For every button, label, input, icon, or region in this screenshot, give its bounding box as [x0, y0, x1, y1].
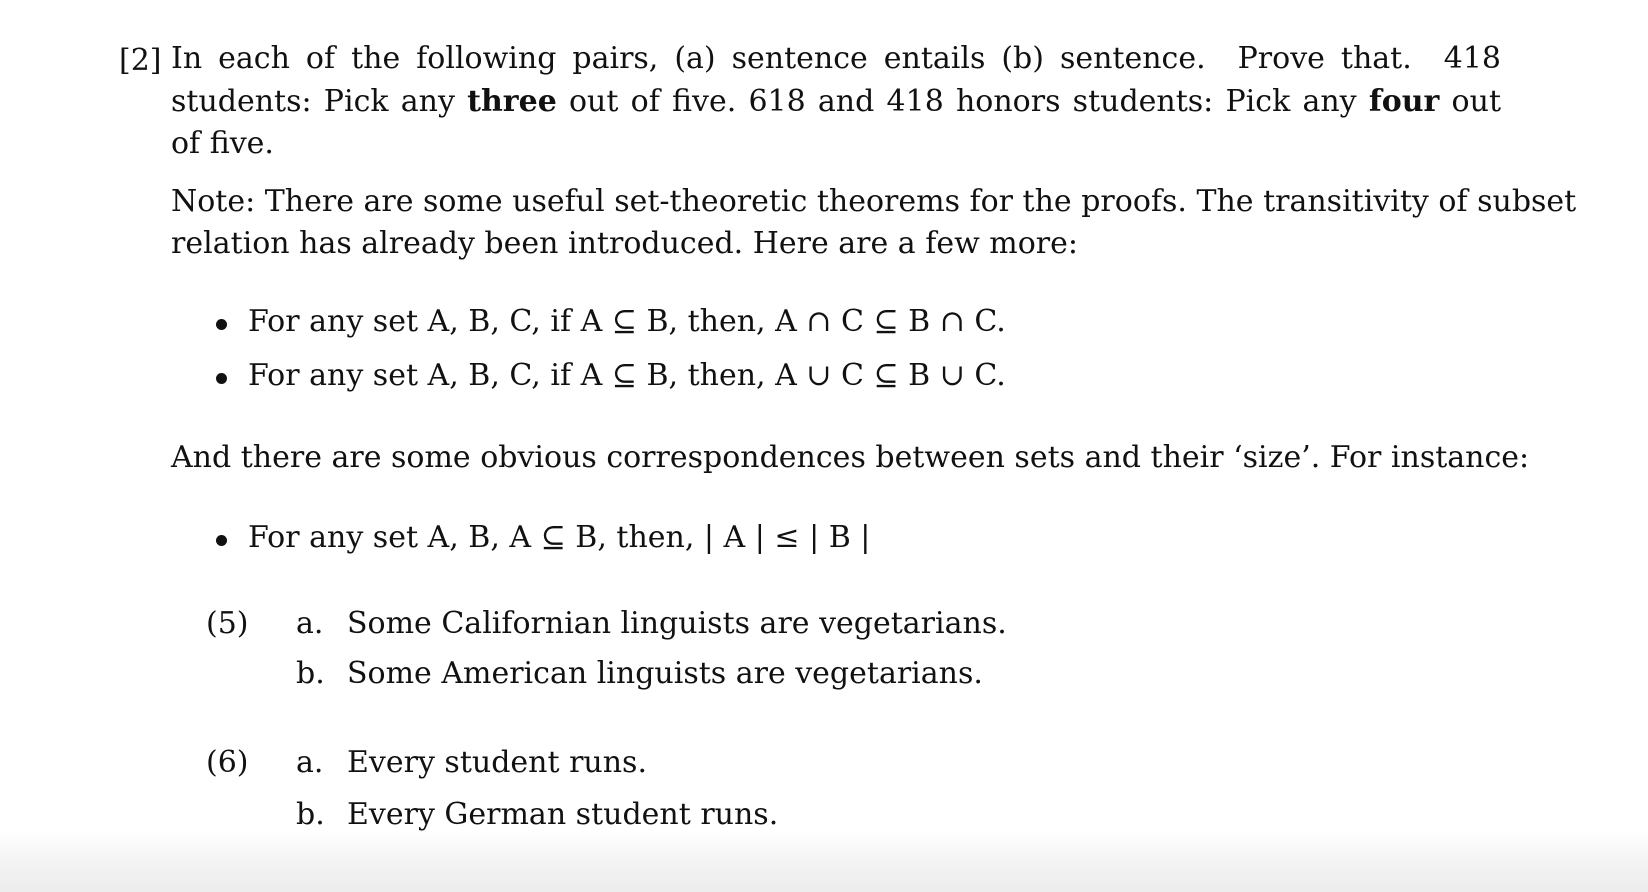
bullet-icon	[216, 319, 227, 330]
example-b-label: b.	[296, 797, 325, 832]
example-a-label: a.	[296, 606, 324, 641]
bold-four: four	[1368, 84, 1440, 119]
example-number: (5)	[206, 606, 249, 641]
example-a-label: a.	[296, 745, 324, 780]
example-a-text: Every student runs.	[347, 745, 647, 780]
bullet-icon	[216, 373, 227, 384]
bullet-icon	[216, 535, 227, 546]
theorem-intersection: For any set A, B, C, if A ⊆ B, then, A ∩ C ⊆ B ∩ C.	[248, 304, 1006, 339]
example-a-text: Some Californian linguists are vegetarians.	[347, 606, 1007, 641]
example-number: (6)	[206, 745, 249, 780]
example-b-text: Some American linguists are vegetarians.	[347, 656, 983, 691]
bold-three: three	[467, 84, 557, 119]
size-intro: And there are some obvious correspondences between sets and their ‘size’. For instance:	[171, 440, 1530, 475]
problem-line-2-pre: students: Pick any	[171, 84, 468, 119]
problem-number: [2]	[119, 43, 162, 78]
bottom-shadow	[0, 832, 1648, 892]
problem-line-2	[171, 82, 1501, 122]
problem-line-1: In each of the following pairs, (a) sentence entails (b) sentence. Prove that. 418	[171, 41, 1501, 76]
example-b-text: Every German student runs.	[347, 797, 779, 832]
theorem-union: For any set A, B, C, if A ⊆ B, then, A ∪ C ⊆ B ∪ C.	[248, 358, 1006, 393]
problem-line-2-post: out	[1439, 84, 1501, 119]
problem-line-2-mid: out of five. 618 and 418 honors students: Pick any	[556, 84, 1369, 119]
note-line-1: Note: There are some useful set-theoretic theorems for the proofs. The transitivity of subset	[171, 184, 1577, 219]
problem-line-3: of five.	[171, 126, 274, 161]
example-b-label: b.	[296, 656, 325, 691]
theorem-size: For any set A, B, A ⊆ B, then, | A | ≤ | B |	[248, 520, 871, 555]
note-line-2: relation has already been introduced. Here are a few more:	[171, 226, 1079, 261]
